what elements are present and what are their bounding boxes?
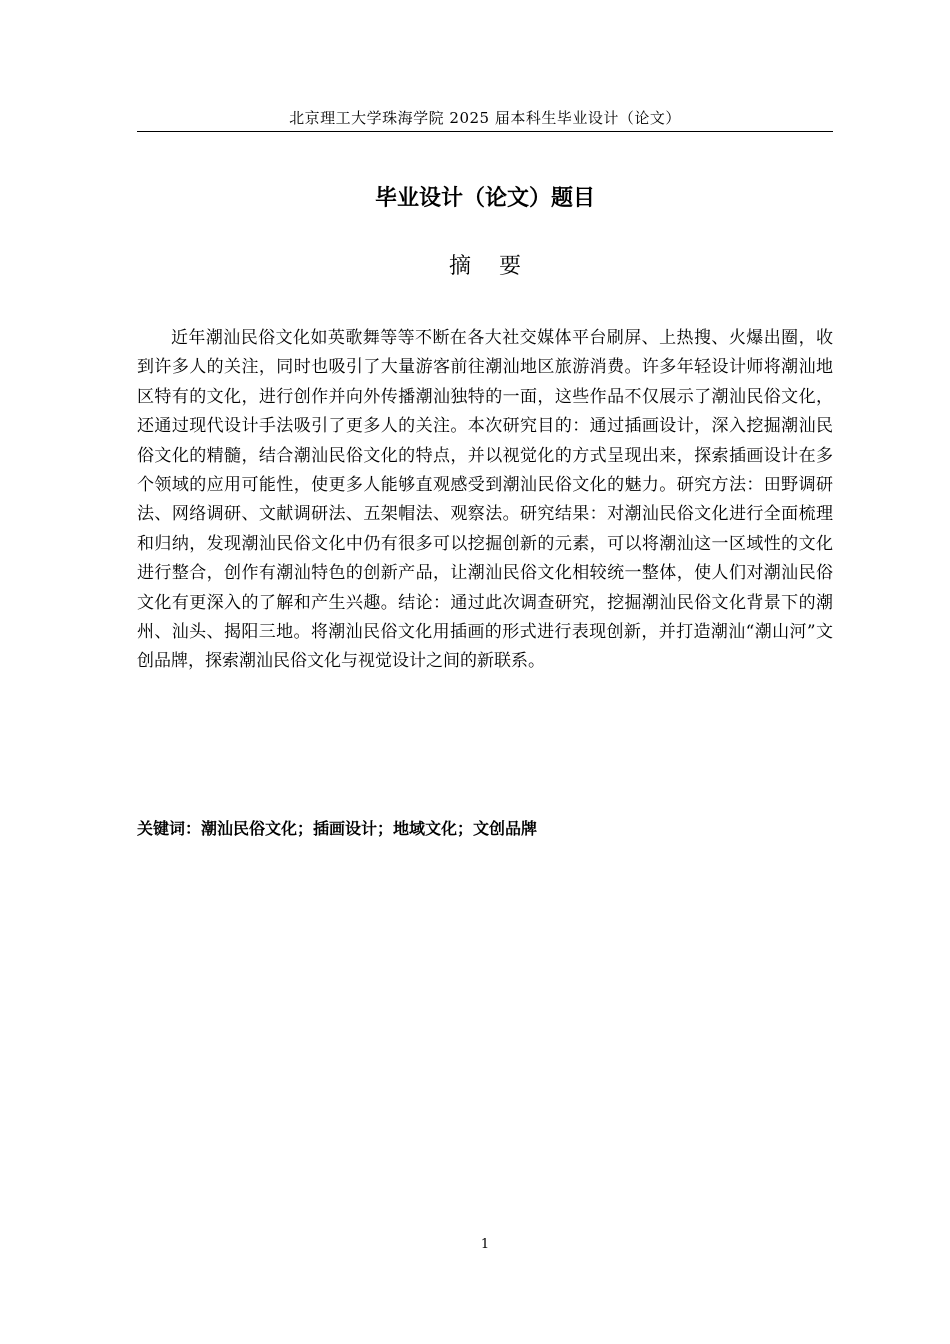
abstract-body: 近年潮汕民俗文化如英歌舞等等不断在各大社交媒体平台刷屏、上热搜、火爆出圈，收到许多人的关注，同时也吸引了大量游客前往潮汕地区旅游消费。许多年轻设计师将潮汕地区特有的文化，进行创作并向外传播潮汕独特的一面，这些作品不仅展示了潮汕民俗文化，还通过现代设计手法吸引了更多人的关注。本次研究目的：通过插画设计，深入挖掘潮汕民俗文化的精髓，结合潮汕民俗文化的特点，并以视觉化的方式呈现出来，探索插画设计在多个领域的应用可能性，使更多人能够直观感受到潮汕民俗文化的魅力。研究方法：田野调研法、网络调研、文献调研法、五架帽法、观察法。研究结果：对潮汕民俗文化进行全面梳理和归纳，发现潮汕民俗文化中仍有很多可以挖掘创新的元素，可以将潮汕这一区域性的文化进行整合，创作有潮汕特色的创新产品，让潮汕民俗文化相较统一整体，使人们对潮汕民俗文化有更深入的了解和产生兴趣。结论：通过此次调查研究，挖掘潮汕民俗文化背景下的潮州、汕头、揭阳三地。将潮汕民俗文化用插画的形式进行表现创新，并打造潮汕“潮山河”文创品牌，探索潮汕民俗文化与视觉设计之间的新联系。 [137,328,833,672]
thesis-title: 毕业设计（论文）题目 [374,186,595,211]
keywords-line: 关键词：潮汕民俗文化；插画设计；地域文化；文创品牌 [137,819,538,838]
abstract-heading: 摘要 [448,254,549,279]
running-header: 北京理工大学珠海学院 2025 届本科生毕业设计（论文） [289,109,681,127]
header-rule [137,131,833,132]
page-number: 1 [480,1237,490,1252]
